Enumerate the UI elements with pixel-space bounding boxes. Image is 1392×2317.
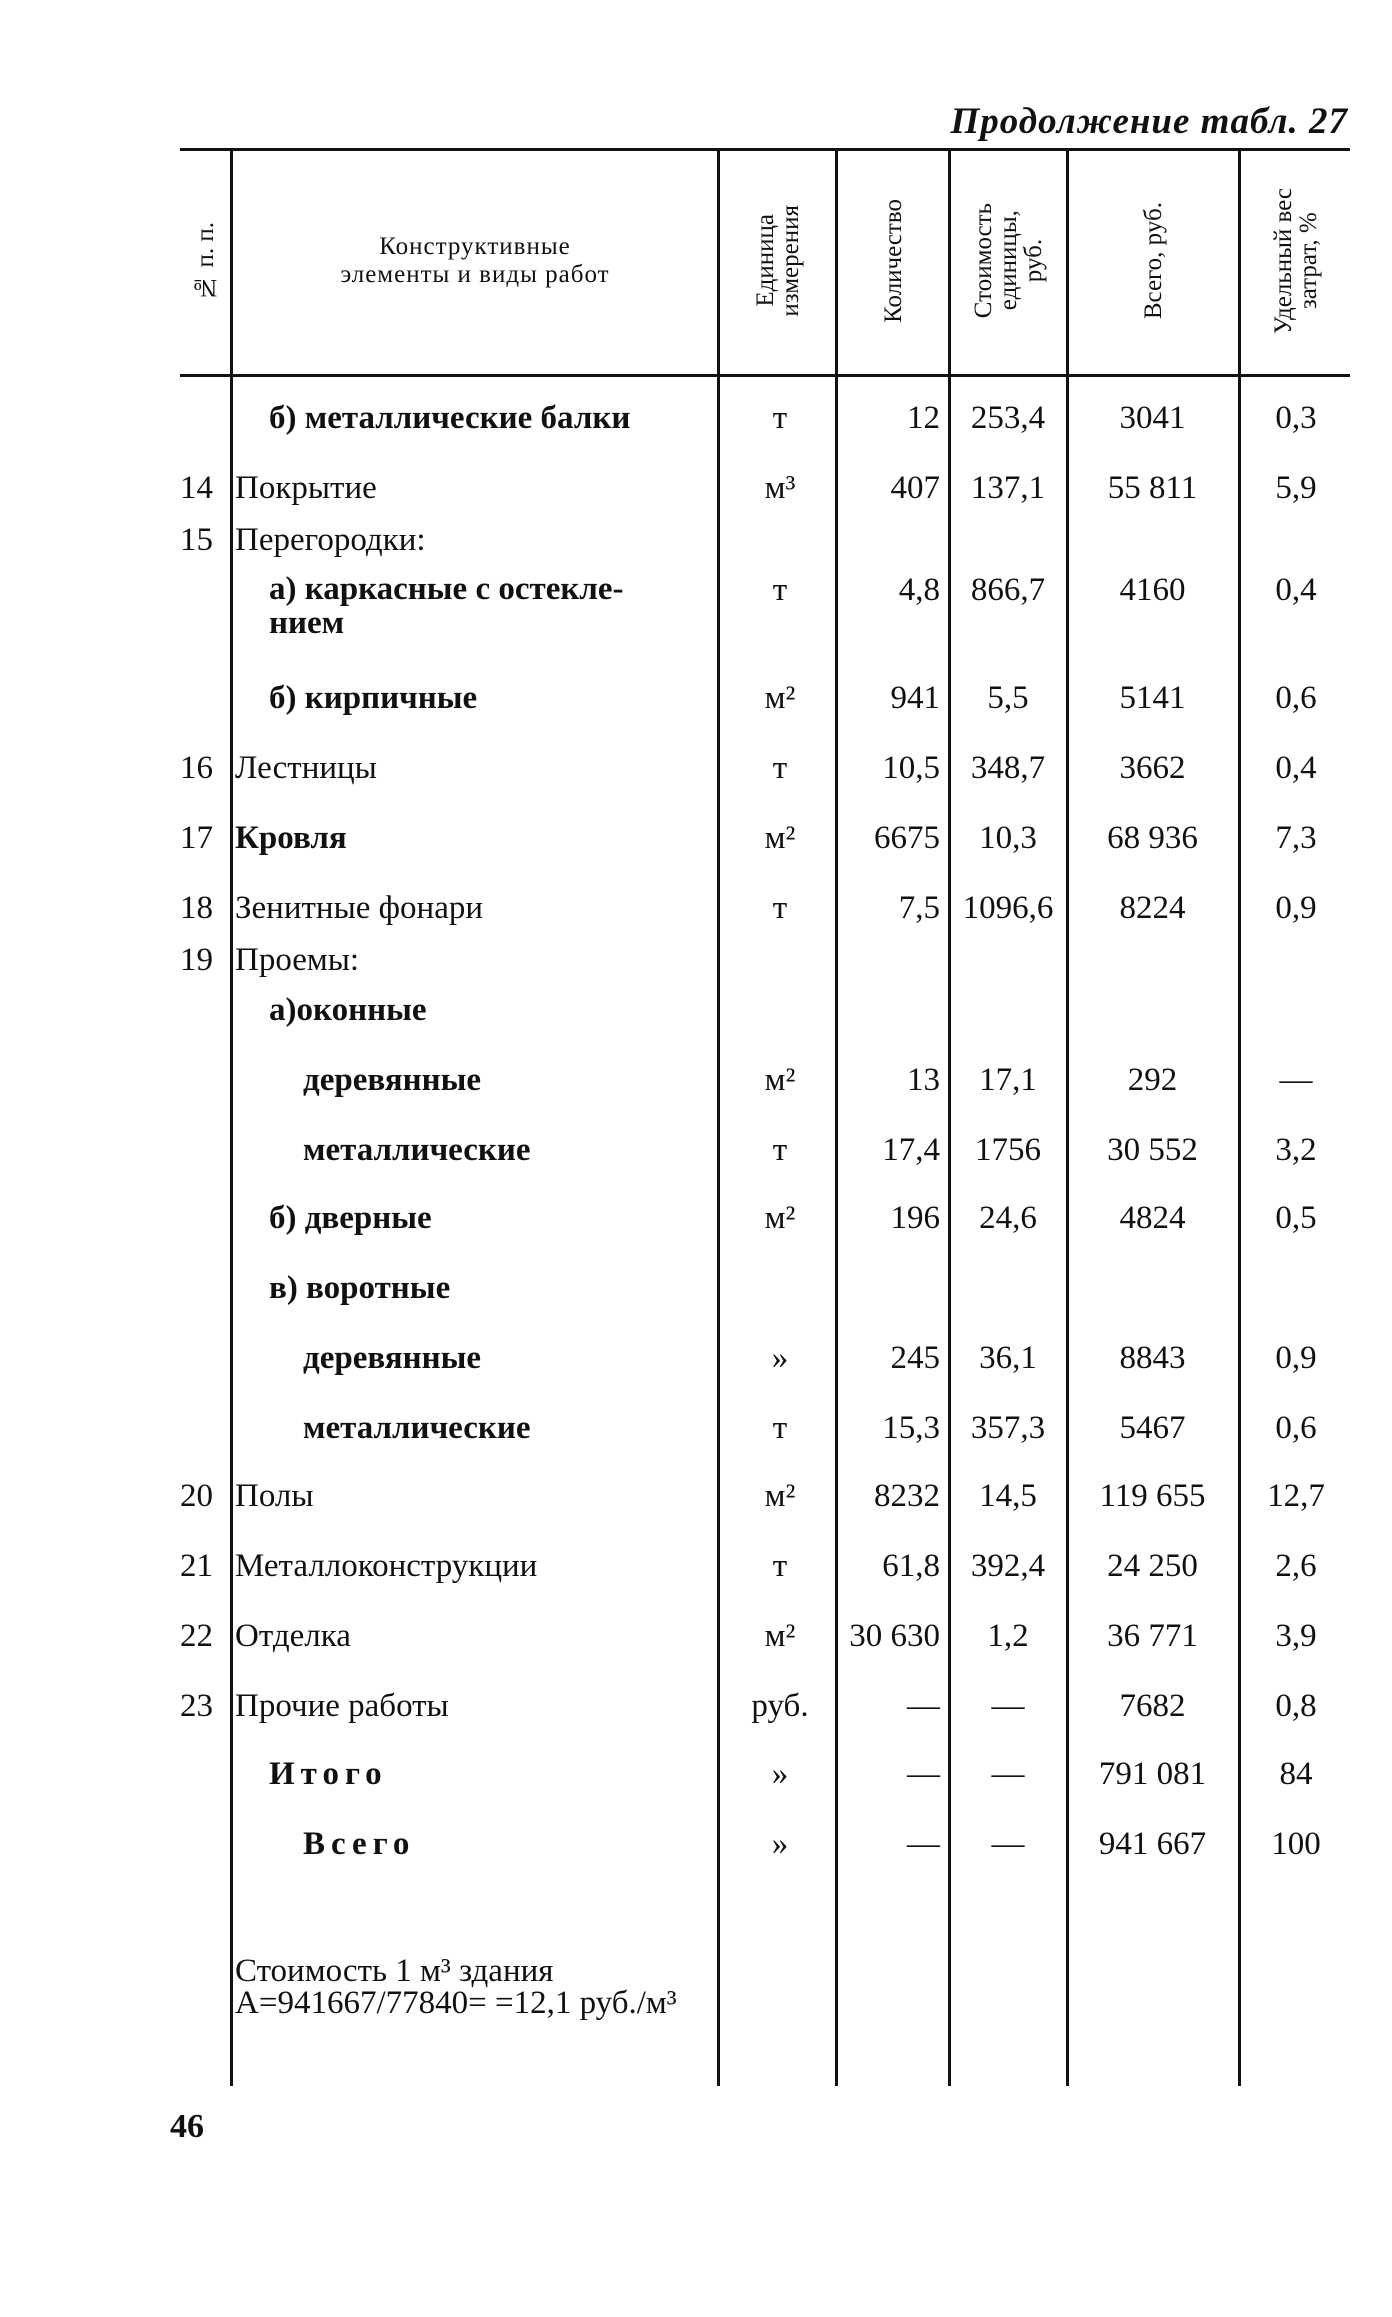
cell-unit: м³: [764, 470, 796, 506]
cell-name: деревянные: [303, 1062, 482, 1098]
cell-num: 14: [180, 470, 213, 506]
cell-name: металлические: [303, 1410, 531, 1446]
cell-name: Лестницы: [235, 750, 377, 786]
cell-cost: 392,4: [970, 1548, 1046, 1584]
cell-unit: т: [772, 1548, 788, 1584]
cell-total: 941 667: [1098, 1826, 1207, 1862]
header-qty-label: Количество: [879, 199, 907, 323]
cell-qty: 8232: [874, 1478, 940, 1514]
header-cost: [951, 154, 1066, 368]
cell-cost: 17,1: [979, 1062, 1037, 1098]
cell-total: 36 771: [1107, 1618, 1198, 1654]
cell-total: 3041: [1119, 400, 1186, 436]
cell-qty: 941: [890, 680, 940, 716]
cell-share: 0,6: [1275, 680, 1317, 716]
cell-unit: т: [772, 890, 788, 926]
cell-name: Отделка: [235, 1618, 351, 1654]
cell-qty: 7,5: [898, 890, 940, 926]
header-unit: [720, 154, 835, 368]
cell-unit: т: [772, 1132, 788, 1168]
cell-unit: »: [771, 1756, 789, 1792]
cell-num: 16: [180, 750, 213, 786]
cell-name: Прочие работы: [235, 1688, 449, 1724]
cell-qty: 10,5: [882, 750, 940, 786]
cell-share: 3,9: [1275, 1618, 1317, 1654]
cell-total: 8843: [1119, 1340, 1186, 1376]
cell-name: Покрытие: [235, 470, 377, 506]
cell-unit: м²: [764, 1062, 796, 1098]
table-top-rule: [180, 148, 1350, 151]
header-name: [233, 154, 717, 368]
cell-unit: руб.: [751, 1688, 809, 1724]
cell-cost: 24,6: [979, 1200, 1037, 1236]
col-divider: [948, 151, 951, 2086]
cell-name: Металлоконструкции: [235, 1548, 538, 1584]
cell-qty: 61,8: [882, 1548, 940, 1584]
cell-cost: —: [991, 1756, 1025, 1792]
cell-num: 23: [180, 1688, 213, 1724]
cell-total: 8224: [1119, 890, 1186, 926]
cell-qty: 30 630: [849, 1618, 940, 1654]
cell-name: Кровля: [235, 820, 347, 856]
cell-total: 119 655: [1099, 1478, 1206, 1514]
header-share: [1241, 154, 1350, 368]
cell-num: 21: [180, 1548, 213, 1584]
cell-unit: т: [772, 572, 788, 608]
cell-num: 22: [180, 1618, 213, 1654]
col-divider: [230, 151, 233, 2086]
cell-qty: —: [907, 1756, 940, 1792]
cell-qty: 196: [890, 1200, 940, 1236]
cell-share: 3,2: [1275, 1132, 1317, 1168]
cell-cost: —: [991, 1688, 1025, 1724]
header-share-label: Удельный вес затрат, %: [1269, 187, 1322, 335]
cell-name: Проемы:: [235, 942, 360, 978]
cell-total: 292: [1127, 1062, 1178, 1098]
cell-name: б) металлические балки: [269, 400, 631, 436]
cell-cost: 357,3: [970, 1410, 1046, 1446]
cell-total: 30 552: [1107, 1132, 1198, 1168]
cell-cost: 36,1: [979, 1340, 1037, 1376]
cell-total: 5141: [1119, 680, 1186, 716]
cell-total: 4824: [1119, 1200, 1186, 1236]
cell-total: 4160: [1119, 572, 1186, 608]
col-divider: [1066, 151, 1069, 2086]
table-caption: Продолжение табл. 27: [950, 101, 1348, 142]
cell-share: 7,3: [1275, 820, 1317, 856]
header-unit-label: Единица измерения: [751, 205, 804, 317]
cell-qty: 4,8: [898, 572, 940, 608]
header-bottom-rule: [180, 374, 1350, 377]
cell-unit: т: [772, 1410, 788, 1446]
cell-total: 7682: [1119, 1688, 1186, 1724]
cell-name: Итого: [269, 1756, 388, 1792]
cell-num: 15: [180, 522, 213, 558]
cell-unit: м²: [764, 1618, 796, 1654]
header-cost-label: Стоимость единицы, руб.: [970, 203, 1047, 319]
cell-num: 17: [180, 820, 213, 856]
cell-name: б) дверные: [269, 1200, 432, 1236]
cell-share: 0,9: [1275, 1340, 1317, 1376]
cell-cost: 1096,6: [962, 890, 1054, 926]
cell-total: 791 081: [1098, 1756, 1207, 1792]
cell-share: 0,4: [1275, 750, 1317, 786]
cell-unit: м²: [764, 1200, 796, 1236]
cell-share: 0,4: [1275, 572, 1317, 608]
cell-unit: »: [771, 1340, 789, 1376]
cell-unit: м²: [764, 680, 796, 716]
cell-cost: 866,7: [970, 572, 1046, 608]
cell-qty: 15,3: [882, 1410, 940, 1446]
cell-share: 100: [1271, 1826, 1321, 1862]
cell-name: Всего: [303, 1826, 416, 1862]
cost-table: [180, 148, 1350, 2088]
cell-unit: т: [772, 400, 788, 436]
cell-total: 24 250: [1107, 1548, 1198, 1584]
cost-per-m3-note: Стоимость 1 м³ здания А=941667/77840= =12,1 руб./м³: [235, 1953, 677, 2021]
cell-unit: м²: [764, 820, 796, 856]
cell-unit: м²: [764, 1478, 796, 1514]
cell-share: 12,7: [1267, 1478, 1325, 1514]
cell-num: 18: [180, 890, 213, 926]
cell-share: 5,9: [1275, 470, 1317, 506]
cell-name: деревянные: [303, 1340, 482, 1376]
col-divider: [835, 151, 838, 2086]
cell-cost: 1,2: [987, 1618, 1029, 1654]
cell-share: 2,6: [1275, 1548, 1317, 1584]
cell-num: 20: [180, 1478, 213, 1514]
col-divider: [1238, 151, 1241, 2086]
cell-share: 0,6: [1275, 1410, 1317, 1446]
cell-name: Перегородки:: [235, 522, 426, 558]
header-qty: [838, 154, 948, 368]
cell-share: 0,8: [1275, 1688, 1317, 1724]
header-total: [1069, 154, 1238, 368]
cell-num: 19: [180, 942, 213, 978]
cell-total: 3662: [1119, 750, 1186, 786]
cell-unit: т: [772, 750, 788, 786]
cell-cost: 348,7: [970, 750, 1046, 786]
cell-qty: 17,4: [882, 1132, 940, 1168]
cell-total: 5467: [1119, 1410, 1186, 1446]
header-num-label: № п. п.: [191, 221, 219, 301]
cell-name: а)оконные: [269, 992, 427, 1028]
cell-total: 68 936: [1107, 820, 1198, 856]
cell-cost: 1756: [975, 1132, 1041, 1168]
cell-share: 84: [1279, 1756, 1313, 1792]
cell-cost: 14,5: [979, 1478, 1037, 1514]
cell-name: в) воротные: [269, 1270, 451, 1306]
cell-name: металлические: [303, 1132, 531, 1168]
header-name-label: Конструктивные элементы и виды работ: [340, 233, 610, 288]
cell-unit: »: [771, 1826, 789, 1862]
cell-share: —: [1279, 1062, 1313, 1098]
cell-qty: 407: [890, 470, 940, 506]
cell-name: а) каркасные с остекле-нием: [269, 571, 624, 641]
cell-name: Полы: [235, 1478, 314, 1514]
cell-qty: —: [907, 1826, 940, 1862]
cell-share: 0,9: [1275, 890, 1317, 926]
cell-share: 0,5: [1275, 1200, 1317, 1236]
cell-cost: 253,4: [970, 400, 1046, 436]
cell-cost: 5,5: [987, 680, 1029, 716]
cell-name: Зенитные фонари: [235, 890, 483, 926]
cell-cost: 10,3: [979, 820, 1037, 856]
cell-cost: —: [991, 1826, 1025, 1862]
header-total-label: Всего, руб.: [1140, 202, 1167, 320]
cell-share: 0,3: [1275, 400, 1317, 436]
cell-qty: —: [907, 1688, 940, 1724]
cell-qty: 12: [907, 400, 940, 436]
cell-qty: 13: [907, 1062, 940, 1098]
cell-cost: 137,1: [970, 470, 1046, 506]
cell-qty: 245: [890, 1340, 940, 1376]
cell-qty: 6675: [874, 820, 940, 856]
col-divider: [717, 151, 720, 2086]
cell-name: б) кирпичные: [269, 680, 478, 716]
header-num: [180, 154, 230, 368]
cell-total: 55 811: [1107, 470, 1198, 506]
page-number: 46: [170, 2108, 204, 2145]
